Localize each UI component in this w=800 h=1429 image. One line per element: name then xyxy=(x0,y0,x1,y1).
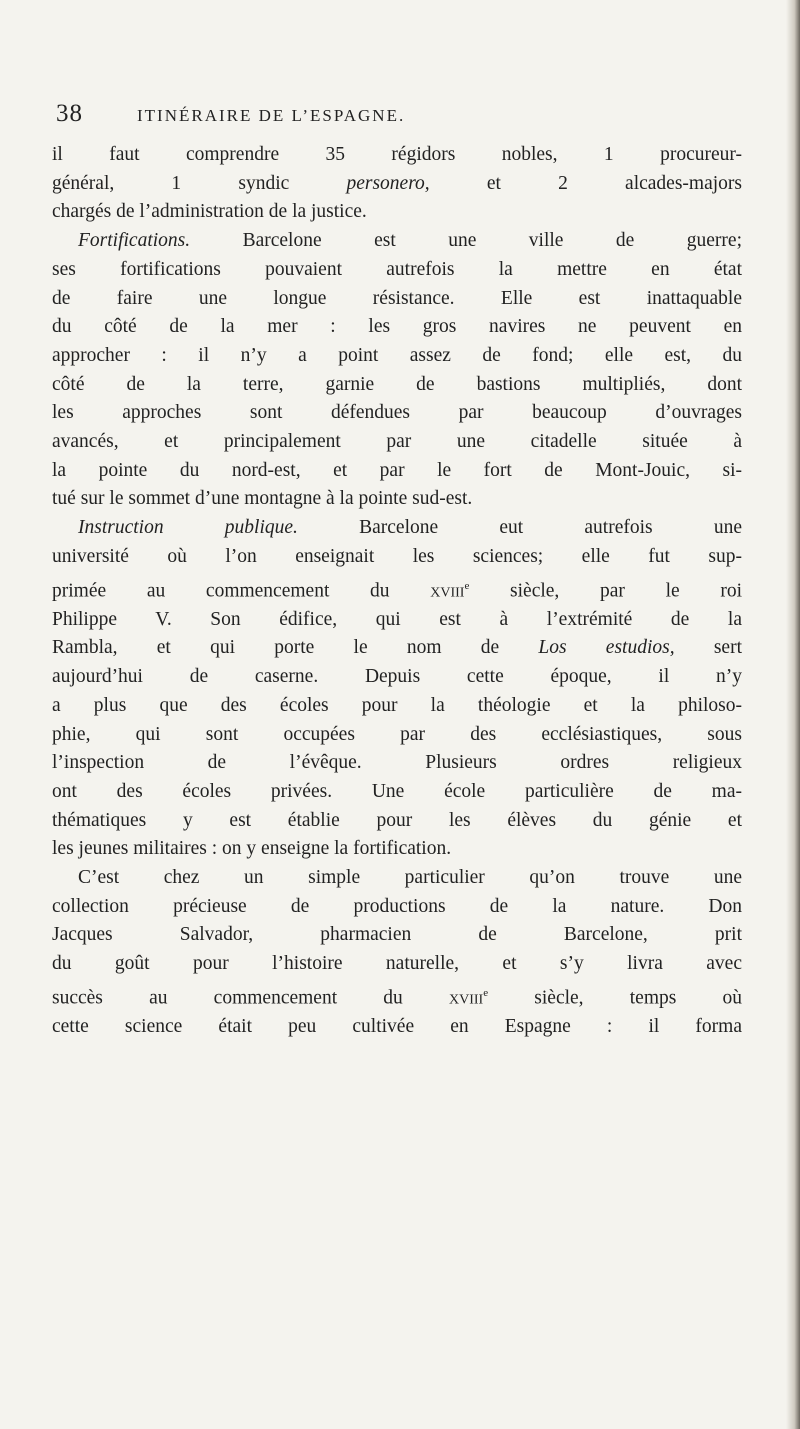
text-line: Philippe V. Son édifice, qui est à l’extrémité de la xyxy=(52,608,742,630)
text-line: C’est chez un simple particulier qu’on trouve une xyxy=(78,867,742,889)
text-line: Fortifications. Barcelone est une ville de guerre; xyxy=(78,230,742,252)
text-line: chargés de l’administration de la justice. xyxy=(52,201,367,223)
text-line: côté de la terre, garnie de bastions multipliés, dont xyxy=(52,373,742,395)
section-heading-fortifications: Fortifications. xyxy=(78,230,191,252)
body-text xyxy=(52,141,742,1042)
page-number: 38 xyxy=(56,100,83,127)
text-line: l’inspection de l’évêque. Plusieurs ordres religieux xyxy=(52,752,742,774)
text-line: de faire une longue résistance. Elle est inattaquable xyxy=(52,287,742,309)
book-page xyxy=(52,100,742,1042)
text-line: phie, qui sont occupées par des ecclésiastiques, sous xyxy=(52,723,742,745)
page-edge-shadow xyxy=(786,0,800,1429)
text-line: université où l’on enseignait les sciences; elle fut sup- xyxy=(52,545,742,567)
text-line: ses fortifications pouvaient autrefois la mettre en état xyxy=(52,258,742,280)
text-line: du côté de la mer : les gros navires ne peuvent en xyxy=(52,316,742,338)
text-line: aujourd’hui de caserne. Depuis cette époque, il n’y xyxy=(52,666,742,688)
text-line: la pointe du nord-est, et par le fort de Mont-Jouic, si- xyxy=(52,459,742,481)
text-line: collection précieuse de productions de la nature. Don xyxy=(52,895,742,917)
text-line: primée au commencement du xviii$^e$ siècle, par le roi xyxy=(52,579,742,602)
text-line: Jacques Salvador, pharmacien de Barcelone, prit xyxy=(52,924,742,946)
text-line: du goût pour l’histoire naturelle, et s’y livra avec xyxy=(52,953,742,975)
text-line: ont des écoles privées. Une école particulière de ma- xyxy=(52,780,742,802)
text-line: les approches sont défendues par beaucoup d’ouvrages xyxy=(52,402,742,424)
text-line: approcher : il n’y a point assez de fond; elle est, du xyxy=(52,344,742,366)
text-line: thématiques y est établie pour les élèves du génie et xyxy=(52,809,742,831)
text-line: il faut comprendre 35 régidors nobles, 1 procureur- xyxy=(52,144,742,165)
text-line: a plus que des écoles pour la théologie et la philoso- xyxy=(52,694,742,716)
text-line: les jeunes militaires : on y enseigne la fortification. xyxy=(52,838,452,860)
running-title: ITINÉRAIRE DE L’ESPAGNE. xyxy=(137,106,406,125)
text-line: Rambla, et qui porte le nom de Los estudios, sert xyxy=(52,637,743,659)
section-heading-instruction: Instruction publique. xyxy=(78,517,298,539)
text-line: général, 1 syndic personero, et 2 alcades-majors xyxy=(52,172,742,194)
text-line: avancés, et principalement par une citadelle située à xyxy=(52,431,742,453)
text-line: tué sur le sommet d’une montagne à la pointe sud-est. xyxy=(52,488,473,510)
text-line: cette science était peu cultivée en Espagne : il forma xyxy=(52,1016,742,1038)
text-line: succès au commencement du xviii$^e$ siècle, temps où xyxy=(52,986,743,1009)
text-line: Instruction publique. Barcelone eut autrefois une xyxy=(78,517,742,539)
page-header xyxy=(52,100,742,140)
